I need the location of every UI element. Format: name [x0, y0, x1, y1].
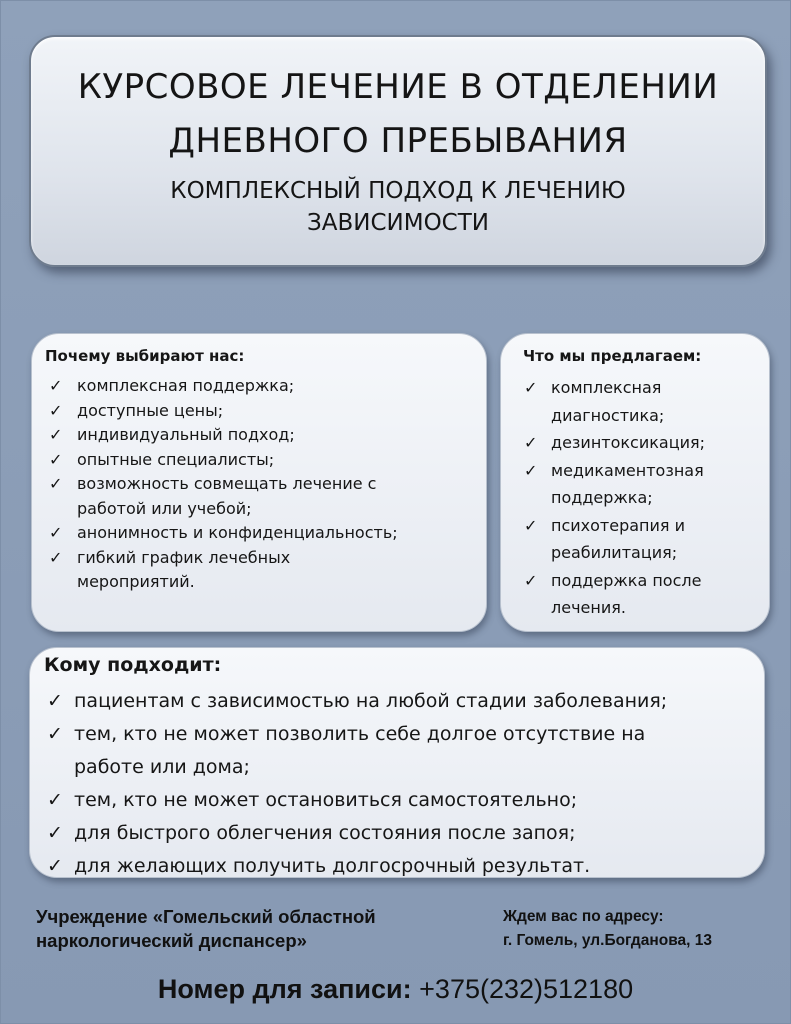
list-item-text: пациентам с зависимостью на любой стадии заболевания;	[74, 690, 668, 712]
suitable-heading: Кому подходит:	[44, 654, 222, 676]
list-item-text: медикаментозная	[551, 460, 704, 480]
check-icon: ✓	[49, 523, 63, 542]
list-item	[47, 817, 759, 850]
list-item-text: мероприятий.	[77, 572, 195, 591]
check-icon: ✓	[524, 378, 538, 397]
institution-line-2: наркологический диспансер»	[36, 930, 307, 951]
list-item-text: гибкий график лечебных	[77, 547, 291, 567]
phone-label: Номер для записи:	[157, 974, 412, 1004]
list-item	[524, 429, 764, 457]
suitable-list	[47, 685, 759, 883]
list-item	[524, 567, 764, 622]
list-item	[49, 374, 481, 399]
check-icon: ✓	[49, 449, 63, 469]
list-item-text: индивидуальный подход;	[77, 425, 295, 444]
check-icon: ✓	[524, 433, 538, 452]
why-us-card	[31, 333, 487, 632]
list-item-text: комплексная	[551, 378, 662, 397]
list-item-text: реабилитация;	[551, 543, 678, 562]
list-item	[49, 521, 481, 546]
phone-line	[1, 974, 790, 1005]
list-item-text: тем, кто не может позволить себе долгое отсутствие на	[74, 723, 646, 745]
list-item	[49, 472, 481, 521]
list-item	[49, 423, 481, 448]
check-icon: ✓	[524, 460, 538, 480]
list-item	[524, 512, 764, 567]
check-icon: ✓	[49, 425, 63, 444]
check-icon: ✓	[524, 515, 538, 535]
institution-line-1: Учреждение «Гомельский областной	[36, 906, 376, 927]
suitable-card	[29, 647, 765, 878]
list-item	[49, 546, 481, 595]
list-item-text: доступные цены;	[77, 400, 224, 420]
list-item-text: анонимность и конфиденциальность;	[77, 523, 398, 542]
list-item-text: психотерапия и	[551, 515, 686, 535]
list-item-text: комплексная поддержка;	[77, 376, 295, 395]
list-item-text: работе или дома;	[74, 756, 250, 778]
list-item	[49, 448, 481, 473]
title-line-2: ДНЕВНОГО ПРЕБЫВАНИЯ	[168, 121, 628, 161]
list-item-text: для быстрого облегчения состояния после запоя;	[74, 822, 576, 844]
address-block	[503, 905, 788, 953]
list-item-text: диагностика;	[551, 405, 665, 425]
list-item	[524, 374, 764, 429]
list-item-text: дезинтоксикация;	[551, 433, 706, 452]
list-item-text: для желающих получить долгосрочный результат.	[74, 855, 591, 877]
list-item	[47, 685, 759, 718]
check-icon: ✓	[49, 547, 63, 567]
subtitle-line-1: КОМПЛЕКСНЫЙ ПОДХОД К ЛЕЧЕНИЮ	[170, 178, 626, 204]
list-item	[47, 850, 759, 883]
check-icon: ✓	[47, 723, 63, 745]
check-icon: ✓	[47, 855, 63, 877]
list-item	[47, 718, 759, 784]
page-title	[31, 60, 765, 168]
list-item-text: тем, кто не может остановиться самостоятельно;	[74, 789, 578, 811]
list-item	[524, 457, 764, 512]
list-item-text: опытные специалисты;	[77, 449, 275, 469]
phone-number[interactable]: +375(232)512180	[419, 974, 634, 1004]
check-icon: ✓	[47, 789, 63, 811]
list-item	[49, 399, 481, 424]
title-panel	[29, 35, 767, 267]
address-text: г. Гомель, ул.Богданова, 13	[503, 932, 713, 949]
why-us-heading: Почему выбирают нас:	[45, 347, 245, 365]
check-icon: ✓	[49, 474, 63, 493]
address-label: Ждем вас по адресу:	[503, 908, 664, 925]
check-icon: ✓	[49, 400, 63, 420]
check-icon: ✓	[524, 570, 538, 590]
check-icon: ✓	[47, 822, 63, 844]
offer-card	[500, 333, 770, 632]
page-subtitle	[31, 175, 765, 239]
title-line-1: КУРСОВОЕ ЛЕЧЕНИЕ В ОТДЕЛЕНИИ	[77, 67, 719, 107]
why-us-list	[49, 374, 481, 595]
institution-name	[36, 905, 486, 953]
check-icon: ✓	[47, 690, 63, 712]
list-item	[47, 784, 759, 817]
list-item-text: лечения.	[551, 598, 626, 617]
list-item-text: поддержка;	[551, 488, 653, 507]
offer-list	[524, 374, 764, 622]
list-item-text: работой или учебой;	[77, 498, 252, 518]
list-item-text: поддержка после	[551, 570, 702, 590]
offer-heading: Что мы предлагаем:	[523, 347, 702, 365]
subtitle-line-2: ЗАВИСИМОСТИ	[307, 210, 489, 236]
list-item-text: возможность совмещать лечение с	[77, 474, 377, 493]
check-icon: ✓	[49, 376, 63, 395]
